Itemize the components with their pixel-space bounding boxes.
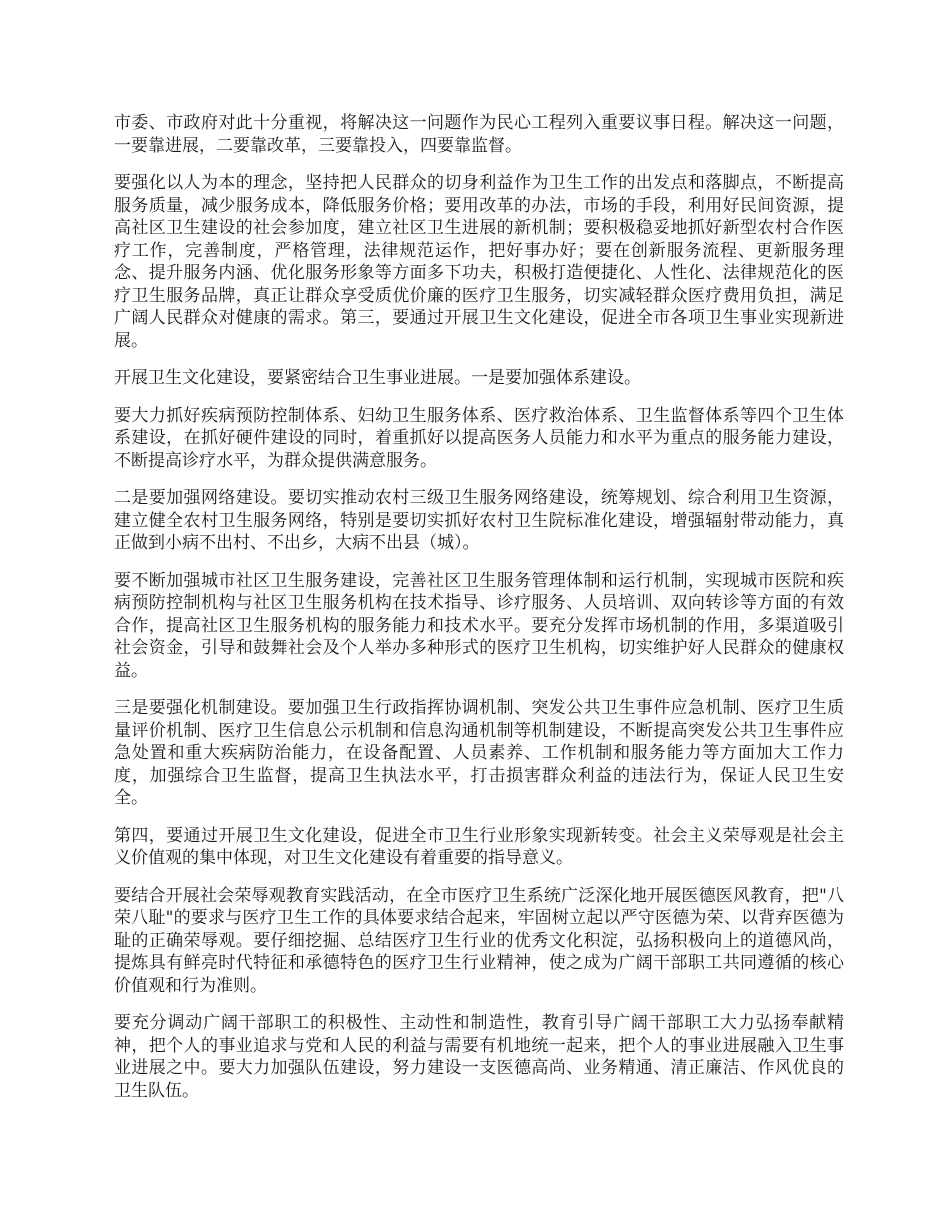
paragraph-6: 要不断加强城市社区卫生服务建设，完善社区卫生服务管理体制和运行机制，实现城市医院和疾病预防控制机构与社区卫生服务机构在技术指导、诊疗服务、人员培训、双向转诊等方面的有效合作，提高社区卫生服务机构的服务能力和技术水平。要充分发挥市场机制的作用，多渠道吸引社会资金，引导和鼓舞社会及个人举办多种形式的医疗卫生机构，切实维护好人民群众的健康权益。 (114, 570, 844, 681)
document-body (114, 112, 844, 1117)
paragraph-9: 要结合开展社会荣辱观教育实践活动，在全市医疗卫生系统广泛深化地开展医德医风教育，把"八荣八耻"的要求与医疗卫生工作的具体要求结合起来，牢固树立起以严守医德为荣、以背弃医德为耻的正确荣辱观。要仔细挖掘、总结医疗卫生行业的优秀文化积淀，弘扬积极向上的道德风尚，提炼具有鲜亮时代特征和承德特色的医疗卫生行业精神，使之成为广阔干部职工共同遵循的核心价值观和行为准则。 (114, 885, 844, 996)
paragraph-10: 要充分调动广阔干部职工的积极性、主动性和制造性，教育引导广阔干部职工大力弘扬奉献精神，把个人的事业追求与党和人民的利益与需要有机地统一起来，把个人的事业进展融入卫生事业进展之中。要大力加强队伍建设，努力建设一支医德高尚、业务精通、清正廉洁、作风优良的卫生队伍。 (114, 1013, 844, 1101)
paragraph-5: 二是要加强网络建设。要切实推动农村三级卫生服务网络建设，统筹规划、综合利用卫生资源，建立健全农村卫生服务网络，特别是要切实抓好农村卫生院标准化建设，增强辐射带动能力，真正做到小病不出村、不出乡，大病不出县（城）。 (114, 488, 844, 553)
paragraph-4: 要大力抓好疾病预防控制体系、妇幼卫生服务体系、医疗救治体系、卫生监督体系等四个卫生体系建设，在抓好硬件建设的同时，着重抓好以提高医务人员能力和水平为重点的服务能力建设，不断提高诊疗水平，为群众提供满意服务。 (114, 405, 844, 471)
paragraph-8: 第四，要通过开展卫生文化建设，促进全市卫生行业形象实现新转变。社会主义荣辱观是社会主义价值观的集中体现，对卫生文化建设有着重要的指导意义。 (114, 825, 844, 868)
paragraph-2: 要强化以人为本的理念，坚持把人民群众的切身利益作为卫生工作的出发点和落脚点，不断提高服务质量，减少服务成本，降低服务价格；要用改革的办法，市场的手段，利用好民间资源，提高社区卫生建设的社会参加度，建立社区卫生进展的新机制；要积极稳妥地抓好新型农村合作医疗工作，完善制度，严格管理，法律规范运作，把好事办好；要在创新服务流程、更新服务理念、提升服务内涵、优化服务形象等方面多下功夫，积极打造便捷化、人性化、法律规范化的医疗卫生服务品牌，真正让群众享受质优价廉的医疗卫生服务，切实减轻群众医疗费用负担，满足广阔人民群众对健康的需求。第三，要通过开展卫生文化建设，促进全市各项卫生事业实现新进展。 (114, 173, 844, 351)
paragraph-1: 市委、市政府对此十分重视，将解决这一问题作为民心工程列入重要议事日程。解决这一问题，一要靠进展，二要靠改革，三要靠投入，四要靠监督。 (114, 113, 844, 156)
paragraph-7: 三是要强化机制建设。要加强卫生行政指挥协调机制、突发公共卫生事件应急机制、医疗卫生质量评价机制、医疗卫生信息公示机制和信息沟通机制等机制建设，不断提高突发公共卫生事件应急处置和重大疾病防治能力，在设备配置、人员素养、工作机制和服务能力等方面加大工作力度，加强综合卫生监督，提高卫生执法水平，打击损害群众利益的违法行为，保证人民卫生安全。 (114, 698, 844, 808)
paragraph-3: 开展卫生文化建设，要紧密结合卫生事业进展。一是要加强体系建设。 (114, 368, 641, 388)
